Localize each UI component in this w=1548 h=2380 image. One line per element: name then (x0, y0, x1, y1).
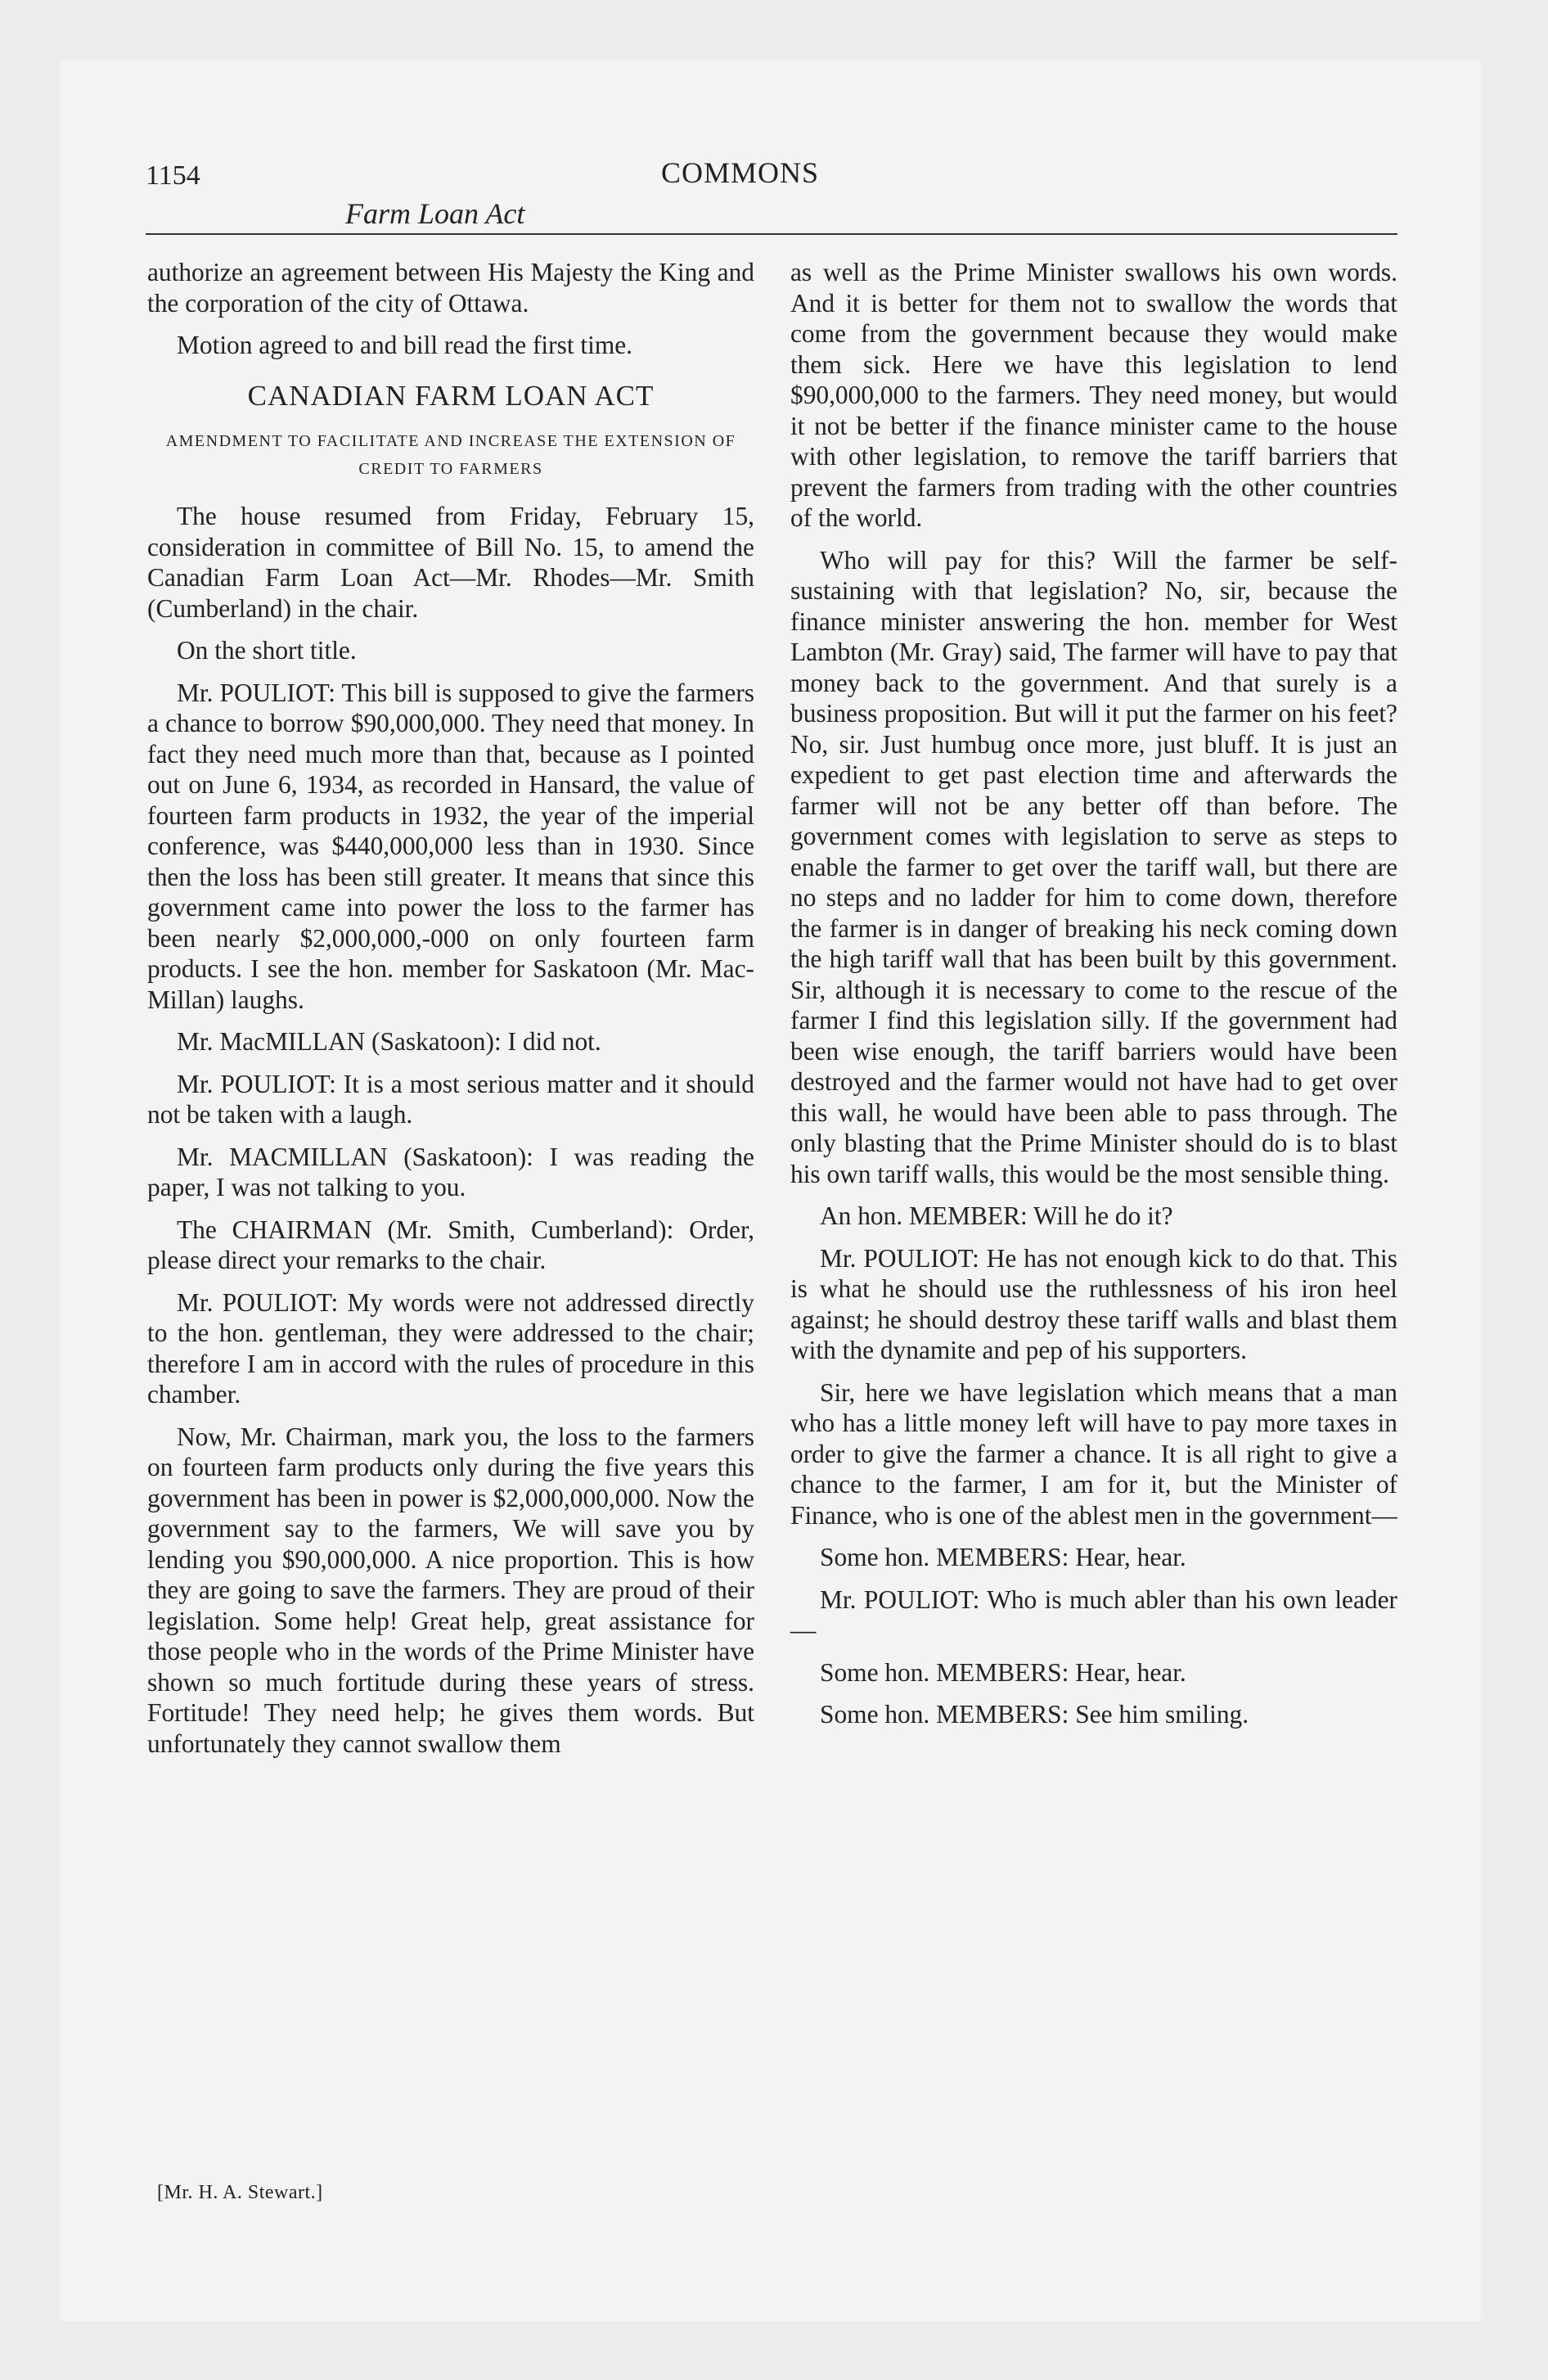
left-column (147, 257, 754, 1770)
paragraph: Mr. POULIOT: My words were not addressed directly to the hon. gentleman, they were addressed to the chair; therefore I am in accord with the rules of procedure in this chamber. (147, 1287, 754, 1409)
paragraph: as well as the Prime Minister swallows his own words. And it is better for them not to swallow the words that come from the government because they would make them sick. Here we have this legislation to lend $90,000,000 to the farmers. They need money, but would it not be better if the finance minister came to the house with other legislation, to remove the tariff barriers that prevent the farmers from trading with the other countries of the world. (790, 258, 1397, 532)
paragraph: Some hon. MEMBERS: Hear, hear. (820, 1543, 1186, 1571)
section-heading: CANADIAN FARM LOAN ACT (247, 379, 655, 412)
paragraph: Some hon. MEMBERS: Hear, hear. (820, 1657, 1186, 1687)
page-header (146, 152, 1397, 234)
paragraph: Mr. POULIOT: This bill is supposed to give the farmers a chance to borrow $90,000,000. They need that money. In fact they need much more than that, because as I pointed out on June 6, 1934, as recorded in Hansard, the value of fourteen farm products in 1932, the year of the imperial conference, was $440,000,000 less than in 1930. Since then the loss has been still greater. It means that since this government came into power the loss to the farmer has been nearly $2,000,000,-000 on only fourteen farm products. I see the hon. member for Saskatoon (Mr. Mac-Millan) laughs. (147, 678, 754, 1014)
section-subheading: AMENDMENT TO FACILITATE AND INCREASE THE EXTENSION OF CREDIT TO FARMERS (165, 432, 736, 478)
paragraph: Mr. POULIOT: It is a most serious matter and it should not be taken with a laugh. (147, 1069, 754, 1129)
paragraph: An hon. MEMBER: Will he do it? (820, 1201, 1173, 1230)
paragraph: Mr. MacMILLAN (Saskatoon): I did not. (177, 1027, 601, 1056)
paragraph: Mr. POULIOT: Who is much abler than his own leader— (790, 1584, 1397, 1644)
paragraph: Mr. POULIOT: He has not enough kick to do that. This is what he should use the ruthlessness of his iron heel against; he should destroy these tariff walls and blast them with the dynamite and pep of his supporters. (790, 1243, 1397, 1364)
paragraph: Now, Mr. Chairman, mark you, the loss to the farmers on fourteen farm products only during the five years this government has been in power is $2,000,000,000. Now the government say to the farmers, We will save you by lending you $90,000,000. A nice proportion. This is how they are going to save the farmers. They are proud of their legislation. Some help! Great help, great assistance for those people who in the words of the Prime Minister have shown so much fortitude during these years of stress. Fortitude! They need help; he gives them words. But unfortunately they cannot swallow them (147, 1422, 754, 1758)
paragraph: The house resumed from Friday, February 15, consideration in committee of Bill No. 15, to amend the Canadian Farm Loan Act—Mr. Rhodes—Mr. Smith (Cumberland) in the chair. (147, 502, 754, 623)
page-number: 1154 (146, 160, 200, 191)
paragraph: Mr. MACMILLAN (Saskatoon): I was reading the paper, I was not talking to you. (147, 1142, 754, 1201)
header-rule (146, 233, 1397, 235)
footer-note: [Mr. H. A. Stewart.] (157, 2182, 323, 2203)
running-head: COMMONS (661, 156, 820, 189)
paragraph: Who will pay for this? Will the farmer be self-sustaining with that legislation? No, sir, because the finance minister answering the hon. member for West Lambton (Mr. Gray) said, The farmer will have to pay that money back to the government. And that surely is a business proposition. But will it put the farmer on his feet? No, sir. Just humbug once more, just bluff. It is just an expedient to get past election time and afterwards the farmer will not be any better off than before. The government comes with legislation to serve as steps to enable the farmer to get over the tariff wall, but there are no steps and no ladder for him to come down, therefore the farmer is in danger of breaking his neck coming down the high tariff wall that has been built by this government. Sir, although it is necessary to come to the rescue of the farmer I find this legislation silly. If the government had been wise enough, the tariff barriers would have been destroyed and the farmer would not have had to get over this wall, he would have been able to pass through. The only blasting that the Prime Minister should do is to blast his own tariff walls, this would be the most sensible thing. (790, 545, 1397, 1188)
right-column (790, 257, 1397, 1742)
paragraph: On the short title. (177, 636, 357, 665)
paragraph: Sir, here we have legislation which means that a man who has a little money left will have to pay more taxes in order to give the farmer a chance. It is all right to give a chance to the farmer, I am for it, but the Minister of Finance, who is one of the ablest men in the government— (790, 1377, 1397, 1530)
paragraph: authorize an agreement between His Majesty the King and the corporation of the city of Ottawa. (147, 258, 754, 318)
section-label: Farm Loan Act (345, 197, 525, 230)
paragraph: Some hon. MEMBERS: See him smiling. (820, 1700, 1249, 1729)
paragraph: The CHAIRMAN (Mr. Smith, Cumberland): Order, please direct your remarks to the chair. (147, 1215, 754, 1274)
paragraph: Motion agreed to and bill read the first time. (177, 331, 633, 359)
